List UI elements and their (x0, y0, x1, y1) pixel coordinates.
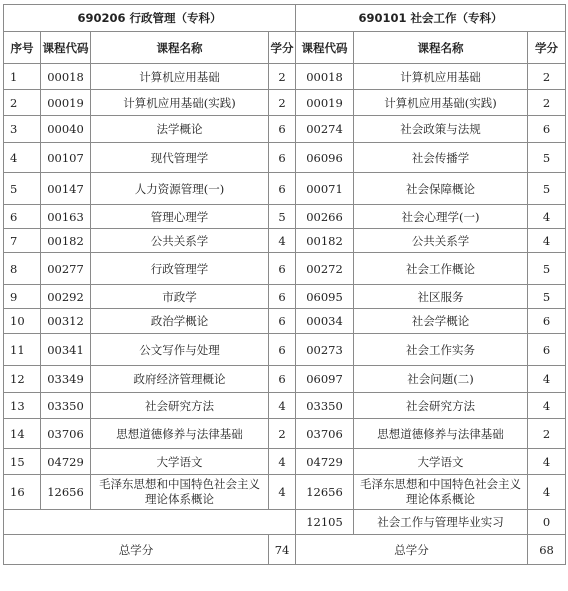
right-code-cell: 00182 (296, 229, 354, 253)
right-code-cell: 00018 (296, 64, 354, 90)
right-credit-cell: 2 (528, 64, 566, 90)
table-row (4, 449, 566, 475)
right-credit-cell: 5 (528, 143, 566, 173)
left-code-cell: 00277 (41, 253, 91, 285)
header-left-code: 课程代码 (41, 32, 91, 64)
left-code-cell: 03350 (41, 393, 91, 419)
seq-cell: 8 (4, 253, 41, 285)
left-code-cell: 00040 (41, 116, 91, 143)
right-credit-cell: 6 (528, 309, 566, 334)
left-name-cell: 计算机应用基础 (91, 64, 269, 90)
right-total-value: 68 (528, 535, 566, 565)
right-credit-cell: 4 (528, 475, 566, 510)
right-code-cell: 03706 (296, 419, 354, 449)
seq-cell: 16 (4, 475, 41, 510)
left-total-value: 74 (269, 535, 296, 565)
seq-cell: 6 (4, 205, 41, 229)
table-row (4, 205, 566, 229)
table-row (4, 253, 566, 285)
left-code-cell: 00019 (41, 90, 91, 116)
header-right-name: 课程名称 (354, 32, 528, 64)
right-credit-cell: 5 (528, 173, 566, 205)
left-total-label: 总学分 (4, 535, 269, 565)
table-row (4, 475, 566, 510)
right-code-cell: 03350 (296, 393, 354, 419)
seq-cell: 7 (4, 229, 41, 253)
left-name-cell: 政治学概论 (91, 309, 269, 334)
header-right-code: 课程代码 (296, 32, 354, 64)
left-code-cell: 03349 (41, 366, 91, 393)
right-code-cell: 00071 (296, 173, 354, 205)
table-row (4, 229, 566, 253)
right-name-cell: 社会保障概论 (354, 173, 528, 205)
left-code-cell: 12656 (41, 475, 91, 510)
left-name-cell: 市政学 (91, 285, 269, 309)
right-name-cell: 社会政策与法规 (354, 116, 528, 143)
table-row (4, 285, 566, 309)
right-credit-cell: 4 (528, 449, 566, 475)
right-credit-cell: 4 (528, 393, 566, 419)
left-code-cell: 00341 (41, 334, 91, 366)
left-name-cell: 大学语文 (91, 449, 269, 475)
left-credit-cell: 6 (269, 309, 296, 334)
right-code-cell: 12656 (296, 475, 354, 510)
right-name-cell: 毛泽东思想和中国特色社会主义理论体系概论 (354, 475, 528, 510)
left-name-cell: 管理心理学 (91, 205, 269, 229)
left-name-cell: 政府经济管理概论 (91, 366, 269, 393)
seq-cell: 15 (4, 449, 41, 475)
right-credit-cell: 4 (528, 366, 566, 393)
seq-cell: 10 (4, 309, 41, 334)
left-name-cell: 行政管理学 (91, 253, 269, 285)
seq-cell: 13 (4, 393, 41, 419)
left-name-cell: 毛泽东思想和中国特色社会主义理论体系概论 (91, 475, 269, 510)
left-name-cell: 法学概论 (91, 116, 269, 143)
left-name-cell: 公文写作与处理 (91, 334, 269, 366)
left-credit-cell: 6 (269, 173, 296, 205)
seq-cell: 11 (4, 334, 41, 366)
left-code-cell: 00147 (41, 173, 91, 205)
right-name-cell: 计算机应用基础(实践) (354, 90, 528, 116)
table-row (4, 143, 566, 173)
left-name-cell: 现代管理学 (91, 143, 269, 173)
header-seq: 序号 (4, 32, 41, 64)
left-name-cell: 社会研究方法 (91, 393, 269, 419)
right-code-cell: 00273 (296, 334, 354, 366)
left-name-cell: 计算机应用基础(实践) (91, 90, 269, 116)
table-row (4, 419, 566, 449)
left-credit-cell: 2 (269, 64, 296, 90)
left-code-cell: 00107 (41, 143, 91, 173)
left-code-cell: 00292 (41, 285, 91, 309)
left-code-cell: 00163 (41, 205, 91, 229)
left-credit-cell: 2 (269, 419, 296, 449)
seq-cell: 5 (4, 173, 41, 205)
seq-cell: 4 (4, 143, 41, 173)
right-code-cell: 00266 (296, 205, 354, 229)
left-credit-cell: 6 (269, 143, 296, 173)
extra-row-empty (4, 510, 296, 535)
right-total-label: 总学分 (296, 535, 528, 565)
right-name-cell: 社会研究方法 (354, 393, 528, 419)
right-credit-cell: 6 (528, 116, 566, 143)
right-credit-cell: 5 (528, 285, 566, 309)
right-name-cell: 社区服务 (354, 285, 528, 309)
right-code-cell: 06095 (296, 285, 354, 309)
left-credit-cell: 4 (269, 229, 296, 253)
right-credit-cell: 2 (528, 90, 566, 116)
extra-right-credit: 0 (528, 510, 566, 535)
seq-cell: 9 (4, 285, 41, 309)
left-code-cell: 00018 (41, 64, 91, 90)
left-code-cell: 04729 (41, 449, 91, 475)
left-credit-cell: 6 (269, 285, 296, 309)
left-credit-cell: 6 (269, 253, 296, 285)
right-name-cell: 社会工作实务 (354, 334, 528, 366)
left-program-title: 690206 行政管理（专科） (4, 5, 296, 32)
left-credit-cell: 4 (269, 393, 296, 419)
right-name-cell: 社会工作概论 (354, 253, 528, 285)
right-name-cell: 社会心理学(一) (354, 205, 528, 229)
right-code-cell: 00272 (296, 253, 354, 285)
right-credit-cell: 5 (528, 253, 566, 285)
right-credit-cell: 2 (528, 419, 566, 449)
seq-cell: 1 (4, 64, 41, 90)
right-code-cell: 06097 (296, 366, 354, 393)
left-name-cell: 思想道德修养与法律基础 (91, 419, 269, 449)
header-left-credit: 学分 (269, 32, 296, 64)
table-row (4, 116, 566, 143)
seq-cell: 3 (4, 116, 41, 143)
right-name-cell: 大学语文 (354, 449, 528, 475)
left-name-cell: 人力资源管理(一) (91, 173, 269, 205)
right-credit-cell: 4 (528, 205, 566, 229)
seq-cell: 2 (4, 90, 41, 116)
totals-row (4, 535, 566, 565)
right-code-cell: 00034 (296, 309, 354, 334)
header-left-name: 课程名称 (91, 32, 269, 64)
right-code-cell: 04729 (296, 449, 354, 475)
curriculum-table (3, 4, 566, 565)
table-row (4, 309, 566, 334)
extra-row (4, 510, 566, 535)
right-credit-cell: 6 (528, 334, 566, 366)
right-credit-cell: 4 (528, 229, 566, 253)
right-code-cell: 00019 (296, 90, 354, 116)
seq-cell: 12 (4, 366, 41, 393)
table-row (4, 90, 566, 116)
right-name-cell: 社会学概论 (354, 309, 528, 334)
left-credit-cell: 5 (269, 205, 296, 229)
right-name-cell: 公共关系学 (354, 229, 528, 253)
right-code-cell: 00274 (296, 116, 354, 143)
left-code-cell: 00312 (41, 309, 91, 334)
right-name-cell: 社会传播学 (354, 143, 528, 173)
left-credit-cell: 4 (269, 475, 296, 510)
left-credit-cell: 6 (269, 366, 296, 393)
extra-right-code: 12105 (296, 510, 354, 535)
right-name-cell: 思想道德修养与法律基础 (354, 419, 528, 449)
left-code-cell: 00182 (41, 229, 91, 253)
table-row (4, 173, 566, 205)
header-right-credit: 学分 (528, 32, 566, 64)
seq-cell: 14 (4, 419, 41, 449)
right-name-cell: 社会问题(二) (354, 366, 528, 393)
left-credit-cell: 6 (269, 116, 296, 143)
table-row (4, 64, 566, 90)
table-row (4, 366, 566, 393)
table-row (4, 334, 566, 366)
left-code-cell: 03706 (41, 419, 91, 449)
extra-right-name: 社会工作与管理毕业实习 (354, 510, 528, 535)
left-credit-cell: 6 (269, 334, 296, 366)
right-code-cell: 06096 (296, 143, 354, 173)
right-name-cell: 计算机应用基础 (354, 64, 528, 90)
left-credit-cell: 2 (269, 90, 296, 116)
table-row (4, 393, 566, 419)
right-program-title: 690101 社会工作（专科） (296, 5, 566, 32)
left-name-cell: 公共关系学 (91, 229, 269, 253)
left-credit-cell: 4 (269, 449, 296, 475)
